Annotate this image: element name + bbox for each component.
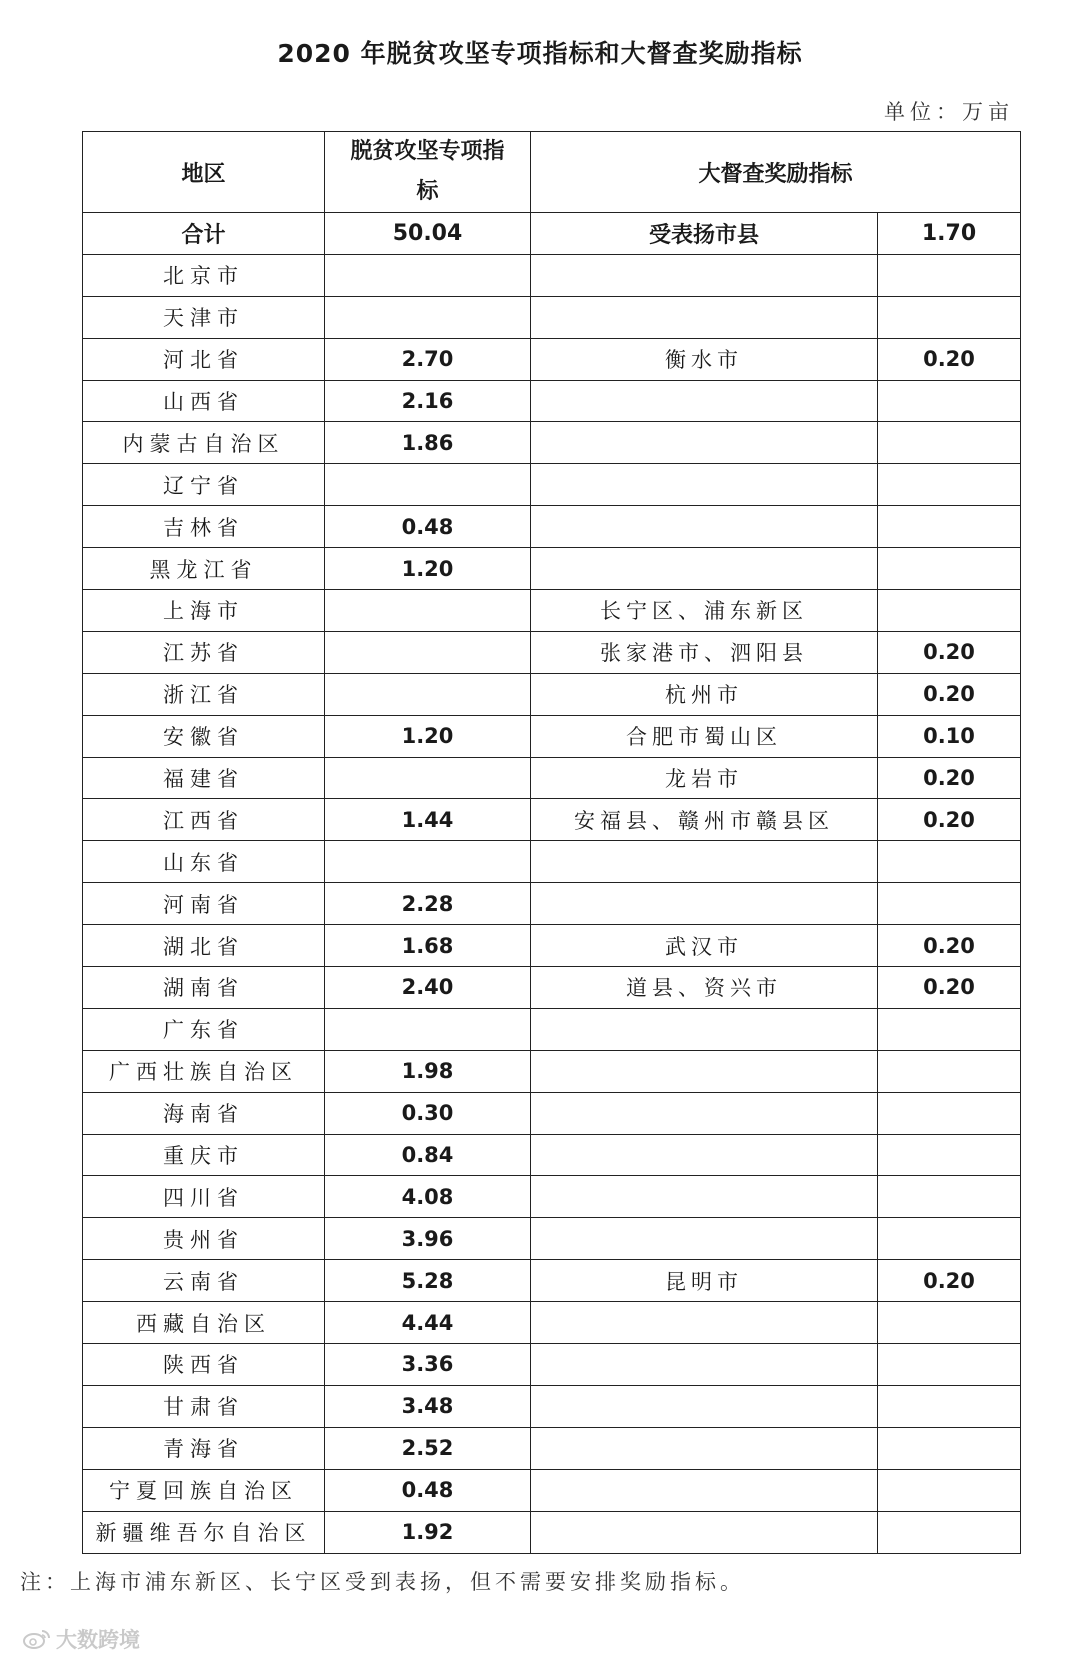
poverty-value-cell: 4.44 bbox=[325, 1302, 531, 1344]
region-cell: 湖北省 bbox=[83, 925, 325, 967]
table-row bbox=[83, 883, 1021, 925]
table-row bbox=[83, 506, 1021, 548]
reward-area-cell bbox=[531, 1427, 878, 1469]
reward-area-cell bbox=[531, 1218, 878, 1260]
poverty-value-cell bbox=[325, 464, 531, 506]
region-cell: 安徽省 bbox=[83, 715, 325, 757]
poverty-value-cell: 1.98 bbox=[325, 1050, 531, 1092]
poverty-value-cell bbox=[325, 1008, 531, 1050]
table-row bbox=[83, 422, 1021, 464]
table-row bbox=[83, 967, 1021, 1009]
reward-area-cell bbox=[531, 1008, 878, 1050]
reward-value-cell: 0.20 bbox=[878, 673, 1021, 715]
reward-area-cell bbox=[531, 296, 878, 338]
table-row bbox=[83, 925, 1021, 967]
reward-area-cell bbox=[531, 380, 878, 422]
footnote: 注：上海市浦东新区、长宁区受到表扬，但不需要安排奖励指标。 bbox=[20, 1570, 745, 1594]
region-cell: 河北省 bbox=[83, 338, 325, 380]
reward-area-cell: 昆明市 bbox=[531, 1260, 878, 1302]
poverty-value-cell: 1.92 bbox=[325, 1511, 531, 1553]
reward-area-cell: 道县、资兴市 bbox=[531, 967, 878, 1009]
poverty-value-cell bbox=[325, 590, 531, 632]
table-row bbox=[83, 715, 1021, 757]
watermark-text: 大数跨境 bbox=[56, 1628, 140, 1652]
poverty-value-cell bbox=[325, 673, 531, 715]
reward-area-cell: 武汉市 bbox=[531, 925, 878, 967]
table-row bbox=[83, 590, 1021, 632]
reward-area-cell bbox=[531, 254, 878, 296]
poverty-value-cell: 5.28 bbox=[325, 1260, 531, 1302]
reward-value-cell bbox=[878, 1008, 1021, 1050]
region-cell: 山西省 bbox=[83, 380, 325, 422]
region-cell: 辽宁省 bbox=[83, 464, 325, 506]
reward-value-cell bbox=[878, 590, 1021, 632]
table-row bbox=[83, 296, 1021, 338]
poverty-value-cell: 0.48 bbox=[325, 506, 531, 548]
reward-value-cell: 0.20 bbox=[878, 631, 1021, 673]
reward-value-cell bbox=[878, 422, 1021, 464]
total-reward-label: 受表扬市县 bbox=[531, 213, 878, 255]
region-cell: 福建省 bbox=[83, 757, 325, 799]
poverty-value-cell: 4.08 bbox=[325, 1176, 531, 1218]
reward-area-cell bbox=[531, 1469, 878, 1511]
table-row bbox=[83, 1218, 1021, 1260]
poverty-value-cell: 2.70 bbox=[325, 338, 531, 380]
total-poverty: 50.04 bbox=[325, 213, 531, 255]
region-cell: 甘肃省 bbox=[83, 1385, 325, 1427]
table-row bbox=[83, 1092, 1021, 1134]
unit-label: 单位：万亩 bbox=[884, 100, 1014, 124]
table-row bbox=[83, 1008, 1021, 1050]
reward-value-cell bbox=[878, 1092, 1021, 1134]
reward-value-cell bbox=[878, 380, 1021, 422]
table-row bbox=[83, 1511, 1021, 1553]
region-cell: 青海省 bbox=[83, 1427, 325, 1469]
header-poverty: 脱贫攻坚专项指标 bbox=[325, 132, 531, 213]
watermark bbox=[22, 1624, 140, 1654]
reward-value-cell bbox=[878, 548, 1021, 590]
reward-value-cell bbox=[878, 506, 1021, 548]
region-cell: 新疆维吾尔自治区 bbox=[83, 1511, 325, 1553]
reward-area-cell: 龙岩市 bbox=[531, 757, 878, 799]
poverty-value-cell bbox=[325, 296, 531, 338]
table-row bbox=[83, 380, 1021, 422]
region-cell: 江西省 bbox=[83, 799, 325, 841]
reward-value-cell bbox=[878, 1344, 1021, 1386]
table-row bbox=[83, 757, 1021, 799]
reward-area-cell: 衡水市 bbox=[531, 338, 878, 380]
region-cell: 贵州省 bbox=[83, 1218, 325, 1260]
poverty-value-cell: 2.40 bbox=[325, 967, 531, 1009]
reward-area-cell bbox=[531, 422, 878, 464]
reward-value-cell: 0.10 bbox=[878, 715, 1021, 757]
reward-area-cell bbox=[531, 883, 878, 925]
header-region: 地区 bbox=[83, 132, 325, 213]
reward-value-cell bbox=[878, 1427, 1021, 1469]
reward-value-cell bbox=[878, 841, 1021, 883]
poverty-value-cell: 3.96 bbox=[325, 1218, 531, 1260]
region-cell: 广东省 bbox=[83, 1008, 325, 1050]
table-row bbox=[83, 464, 1021, 506]
poverty-value-cell bbox=[325, 254, 531, 296]
reward-value-cell bbox=[878, 1302, 1021, 1344]
reward-value-cell bbox=[878, 296, 1021, 338]
table-row bbox=[83, 1344, 1021, 1386]
region-cell: 广西壮族自治区 bbox=[83, 1050, 325, 1092]
table-row bbox=[83, 673, 1021, 715]
reward-area-cell bbox=[531, 1050, 878, 1092]
table-row bbox=[83, 548, 1021, 590]
region-cell: 宁夏回族自治区 bbox=[83, 1469, 325, 1511]
poverty-value-cell: 3.48 bbox=[325, 1385, 531, 1427]
total-row bbox=[83, 213, 1021, 255]
reward-area-cell bbox=[531, 1134, 878, 1176]
region-cell: 云南省 bbox=[83, 1260, 325, 1302]
table-row bbox=[83, 1134, 1021, 1176]
poverty-value-cell: 1.44 bbox=[325, 799, 531, 841]
reward-area-cell: 杭州市 bbox=[531, 673, 878, 715]
header-reward: 大督查奖励指标 bbox=[531, 132, 1021, 213]
table-row bbox=[83, 841, 1021, 883]
reward-area-cell bbox=[531, 1092, 878, 1134]
region-cell: 浙江省 bbox=[83, 673, 325, 715]
reward-value-cell: 0.20 bbox=[878, 338, 1021, 380]
poverty-value-cell: 0.30 bbox=[325, 1092, 531, 1134]
table-row bbox=[83, 254, 1021, 296]
table-row bbox=[83, 1385, 1021, 1427]
indicator-table bbox=[82, 131, 1021, 1554]
reward-area-cell bbox=[531, 506, 878, 548]
poverty-value-cell: 2.52 bbox=[325, 1427, 531, 1469]
table-row bbox=[83, 338, 1021, 380]
reward-value-cell bbox=[878, 1134, 1021, 1176]
weibo-logo-icon bbox=[22, 1628, 52, 1650]
poverty-value-cell: 3.36 bbox=[325, 1344, 531, 1386]
region-cell: 吉林省 bbox=[83, 506, 325, 548]
reward-value-cell: 0.20 bbox=[878, 799, 1021, 841]
reward-area-cell bbox=[531, 1344, 878, 1386]
region-cell: 黑龙江省 bbox=[83, 548, 325, 590]
region-cell: 江苏省 bbox=[83, 631, 325, 673]
table-row bbox=[83, 1427, 1021, 1469]
reward-value-cell: 0.20 bbox=[878, 967, 1021, 1009]
reward-value-cell: 0.20 bbox=[878, 925, 1021, 967]
poverty-value-cell: 1.68 bbox=[325, 925, 531, 967]
table-header-row bbox=[83, 132, 1021, 213]
region-cell: 上海市 bbox=[83, 590, 325, 632]
reward-area-cell: 张家港市、泗阳县 bbox=[531, 631, 878, 673]
region-cell: 山东省 bbox=[83, 841, 325, 883]
reward-value-cell: 0.20 bbox=[878, 757, 1021, 799]
poverty-value-cell bbox=[325, 631, 531, 673]
total-reward-value: 1.70 bbox=[878, 213, 1021, 255]
reward-value-cell bbox=[878, 1385, 1021, 1427]
poverty-value-cell: 0.84 bbox=[325, 1134, 531, 1176]
poverty-value-cell: 0.48 bbox=[325, 1469, 531, 1511]
reward-area-cell bbox=[531, 1302, 878, 1344]
reward-value-cell bbox=[878, 464, 1021, 506]
reward-value-cell bbox=[878, 1176, 1021, 1218]
reward-value-cell bbox=[878, 1218, 1021, 1260]
reward-area-cell bbox=[531, 464, 878, 506]
reward-area-cell bbox=[531, 841, 878, 883]
region-cell: 四川省 bbox=[83, 1176, 325, 1218]
table-row bbox=[83, 1176, 1021, 1218]
poverty-value-cell bbox=[325, 841, 531, 883]
reward-area-cell bbox=[531, 548, 878, 590]
reward-area-cell bbox=[531, 1511, 878, 1553]
reward-value-cell bbox=[878, 254, 1021, 296]
region-cell: 重庆市 bbox=[83, 1134, 325, 1176]
poverty-value-cell bbox=[325, 757, 531, 799]
total-label: 合计 bbox=[83, 213, 325, 255]
table-row bbox=[83, 631, 1021, 673]
region-cell: 内蒙古自治区 bbox=[83, 422, 325, 464]
reward-value-cell bbox=[878, 883, 1021, 925]
table-row bbox=[83, 1302, 1021, 1344]
page-title: 2020 年脱贫攻坚专项指标和大督查奖励指标 bbox=[277, 39, 803, 68]
table-row bbox=[83, 1469, 1021, 1511]
region-cell: 陕西省 bbox=[83, 1344, 325, 1386]
table-row bbox=[83, 1050, 1021, 1092]
reward-area-cell: 安福县、赣州市赣县区 bbox=[531, 799, 878, 841]
reward-value-cell: 0.20 bbox=[878, 1260, 1021, 1302]
region-cell: 天津市 bbox=[83, 296, 325, 338]
reward-area-cell bbox=[531, 1385, 878, 1427]
reward-area-cell: 长宁区、浦东新区 bbox=[531, 590, 878, 632]
region-cell: 西藏自治区 bbox=[83, 1302, 325, 1344]
region-cell: 海南省 bbox=[83, 1092, 325, 1134]
reward-value-cell bbox=[878, 1050, 1021, 1092]
reward-value-cell bbox=[878, 1469, 1021, 1511]
poverty-value-cell: 2.16 bbox=[325, 380, 531, 422]
poverty-value-cell: 1.20 bbox=[325, 715, 531, 757]
region-cell: 河南省 bbox=[83, 883, 325, 925]
region-cell: 湖南省 bbox=[83, 967, 325, 1009]
reward-area-cell: 合肥市蜀山区 bbox=[531, 715, 878, 757]
table-row bbox=[83, 1260, 1021, 1302]
poverty-value-cell: 1.20 bbox=[325, 548, 531, 590]
reward-area-cell bbox=[531, 1176, 878, 1218]
region-cell: 北京市 bbox=[83, 254, 325, 296]
poverty-value-cell: 2.28 bbox=[325, 883, 531, 925]
table-row bbox=[83, 799, 1021, 841]
reward-value-cell bbox=[878, 1511, 1021, 1553]
poverty-value-cell: 1.86 bbox=[325, 422, 531, 464]
